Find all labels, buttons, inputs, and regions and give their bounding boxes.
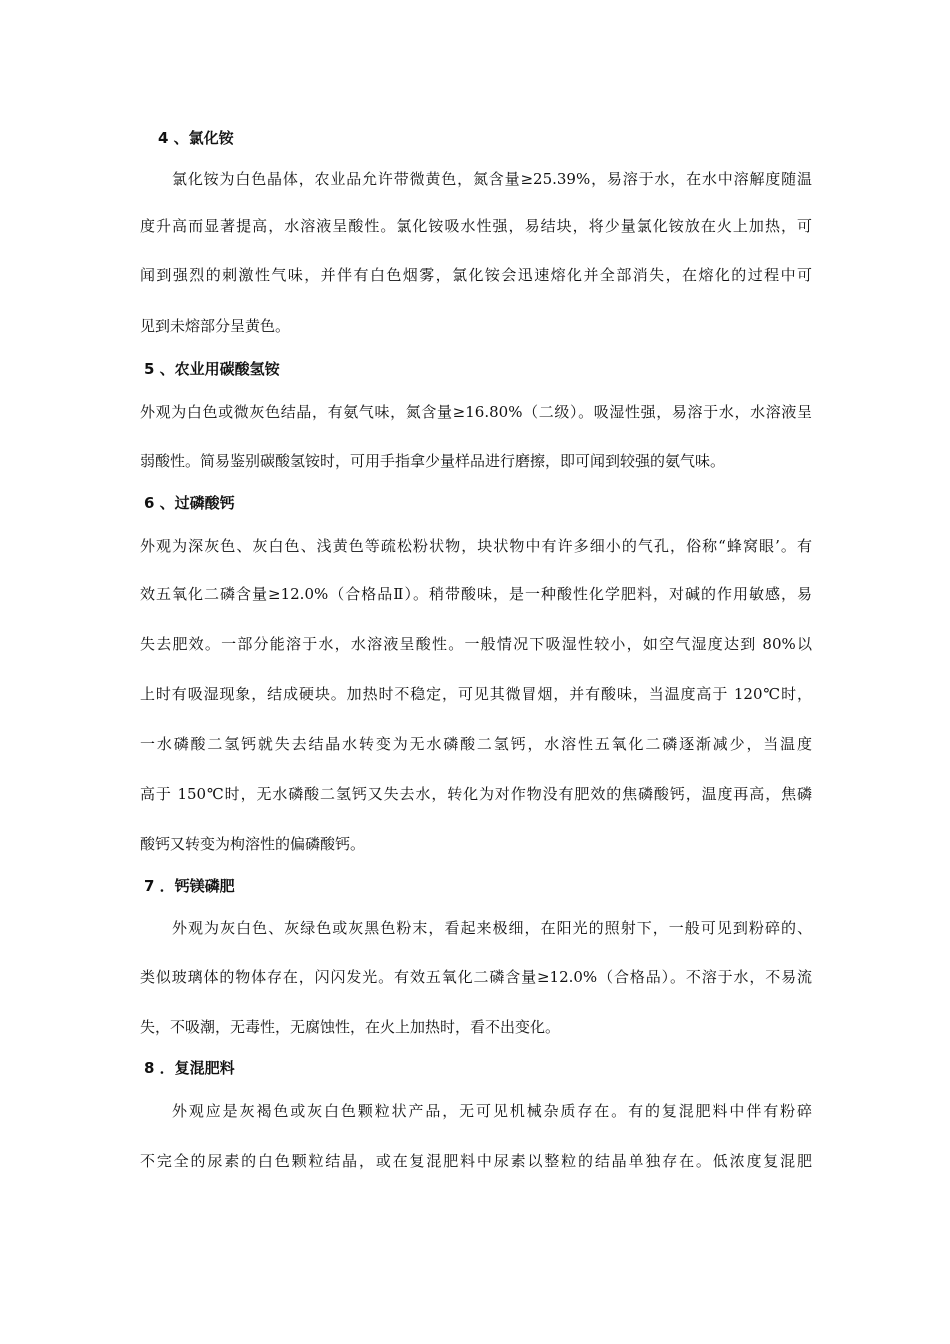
section-heading-ammonium-bicarbonate: 5 、农业用碳酸氢铵 xyxy=(144,360,280,378)
paragraph-line: 弱酸性。简易鉴别碳酸氢铵时，可用手指拿少量样品进行磨擦，即可闻到较强的氨气味。 xyxy=(140,452,726,470)
paragraph-line: 外观为灰白色、灰绿色或灰黑色粉末，看起来极细，在阳光的照射下，一般可见到粉碎的、 xyxy=(172,919,812,937)
paragraph-line: 高于 150℃时，无水磷酸二氢钙又失去水，转化为对作物没有肥效的焦磷酸钙，温度再高，焦磷 xyxy=(140,785,812,803)
paragraph-line: 酸钙又转变为枸溶性的偏磷酸钙。 xyxy=(140,835,366,853)
paragraph-line: 一水磷酸二氢钙就失去结晶水转变为无水磷酸二氢钙，水溶性五氧化二磷逐渐减少，当温度 xyxy=(140,735,812,753)
paragraph-line: 度升高而显著提高，水溶液呈酸性。氯化铵吸水性强，易结块，将少量氯化铵放在火上加热，可 xyxy=(140,217,812,235)
paragraph-line: 闻到强烈的刺激性气味，并伴有白色烟雾，氯化铵会迅速熔化并全部消失，在熔化的过程中可 xyxy=(140,266,812,284)
paragraph-line: 上时有吸湿现象，结成硬块。加热时不稳定，可见其微冒烟，并有酸味，当温度高于 120℃时， xyxy=(140,685,812,703)
paragraph-line: 不完全的尿素的白色颗粒结晶，或在复混肥料中尿素以整粒的结晶单独存在。低浓度复混肥 xyxy=(140,1152,812,1170)
paragraph-line: 失去肥效。一部分能溶于水，水溶液呈酸性。一般情况下吸湿性较小，如空气湿度达到 80%以 xyxy=(140,635,812,653)
section-heading-superphosphate: 6 、过磷酸钙 xyxy=(144,494,235,512)
paragraph-line: 见到未熔部分呈黄色。 xyxy=(140,317,291,335)
paragraph-line: 外观为深灰色、灰白色、浅黄色等疏松粉状物，块状物中有许多细小的气孔，俗称“蜂窝眼’。有 xyxy=(140,537,812,555)
section-heading-ammonium-chloride: 4 、氯化铵 xyxy=(158,129,234,147)
paragraph-line: 外观为白色或微灰色结晶，有氨气味，氮含量≥16.80%（二级）。吸湿性强，易溶于水，水溶液呈 xyxy=(140,403,812,421)
paragraph-line: 氯化铵为白色晶体，农业品允许带微黄色，氮含量≥25.39%，易溶于水，在水中溶解度随温 xyxy=(172,170,812,188)
paragraph-line: 效五氧化二磷含量≥12.0%（合格品Ⅱ）。稍带酸味，是一种酸性化学肥料，对碱的作用敏感，易 xyxy=(140,585,812,603)
section-heading-compound-fertilizer: 8 ．复混肥料 xyxy=(144,1059,235,1077)
section-heading-calcium-magnesium-phosphate: 7 ．钙镁磷肥 xyxy=(144,877,235,895)
paragraph-line: 外观应是灰褐色或灰白色颗粒状产品，无可见机械杂质存在。有的复混肥料中伴有粉碎 xyxy=(172,1102,812,1120)
paragraph-line: 失，不吸潮，无毒性，无腐蚀性，在火上加热时，看不出变化。 xyxy=(140,1018,561,1036)
paragraph-line: 类似玻璃体的物体存在，闪闪发光。有效五氧化二磷含量≥12.0%（合格品）。不溶于水，不易流 xyxy=(140,968,812,986)
